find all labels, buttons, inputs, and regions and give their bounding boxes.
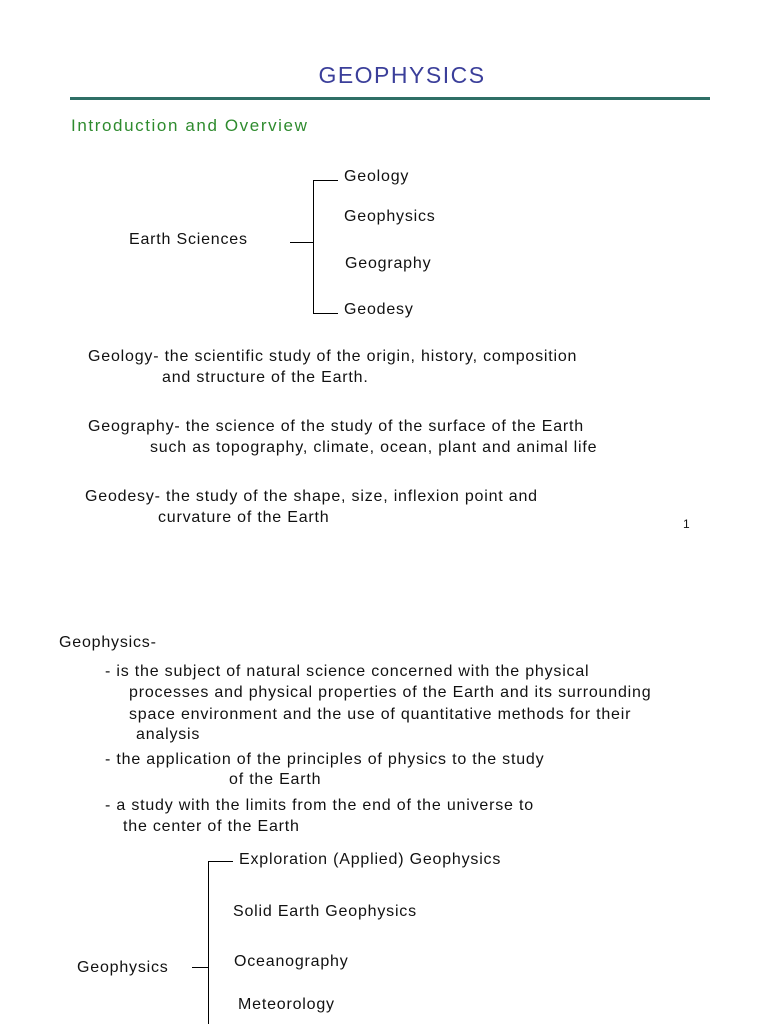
tree-bracket-bottom	[313, 313, 338, 314]
branch-exploration-geophysics: Exploration (Applied) Geophysics	[239, 851, 502, 868]
bullet-3-line-1: - a study with the limits from the end of the universe to	[105, 797, 534, 814]
bullet-2-line-2: of the Earth	[229, 771, 322, 788]
tree-connector	[290, 242, 314, 243]
branch-meteorology: Meteorology	[238, 996, 335, 1013]
definition-geography: Geography- the science of the study of the surface of the Earth	[88, 418, 584, 435]
branch-geophysics: Geophysics	[344, 208, 436, 225]
bullet-1-line-2: processes and physical properties of the Earth and its surrounding	[129, 684, 652, 701]
bullet-1-line-3: space environment and the use of quantitative methods for their	[129, 706, 632, 723]
bullet-2-line-1: - the application of the principles of physics to the study	[105, 751, 545, 768]
branch-geology: Geology	[344, 168, 410, 185]
bullet-1-line-1: - is the subject of natural science concerned with the physical	[105, 663, 590, 680]
geophysics-bracket-vertical	[208, 861, 209, 1024]
section-subtitle: Introduction and Overview	[71, 116, 309, 135]
definition-geology-cont: and structure of the Earth.	[162, 369, 369, 386]
bullet-1-line-4: analysis	[136, 726, 201, 743]
branch-oceanography: Oceanography	[234, 953, 349, 970]
bullet-3-line-2: the center of the Earth	[123, 818, 300, 835]
earth-sciences-root: Earth Sciences	[129, 231, 248, 248]
definition-geodesy-cont: curvature of the Earth	[158, 509, 330, 526]
geophysics-bracket-top	[208, 861, 233, 862]
tree-bracket-top	[313, 180, 338, 181]
definition-geography-cont: such as topography, climate, ocean, plant and animal life	[150, 439, 598, 456]
branch-solid-earth-geophysics: Solid Earth Geophysics	[233, 903, 417, 920]
branch-geography: Geography	[345, 255, 432, 272]
definition-geology: Geology- the scientific study of the origin, history, composition	[88, 348, 578, 365]
geophysics-root: Geophysics	[77, 959, 169, 976]
branch-geodesy: Geodesy	[344, 301, 414, 318]
definition-geodesy: Geodesy- the study of the shape, size, inflexion point and	[85, 488, 538, 505]
title-divider	[70, 97, 710, 100]
geophysics-heading: Geophysics-	[59, 634, 157, 651]
tree-bracket-vertical	[313, 180, 314, 314]
geophysics-connector	[192, 967, 209, 968]
page-title: GEOPHYSICS	[318, 62, 486, 88]
page-number: 1	[683, 517, 690, 531]
